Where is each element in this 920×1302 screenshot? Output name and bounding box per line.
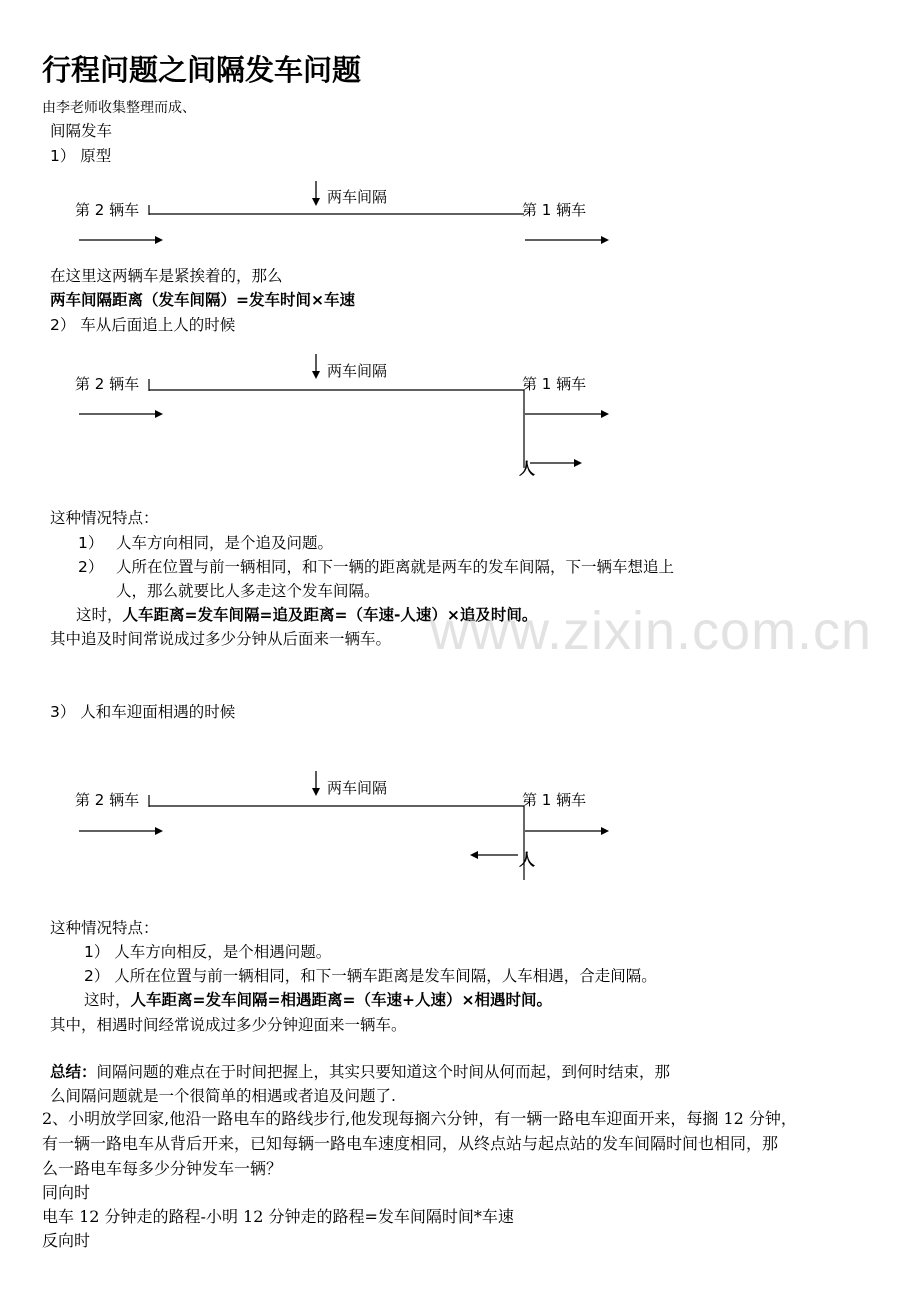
car-1-label: 第 1 辆车 [522, 201, 587, 219]
catch-up-intro: 这种情况特点： [50, 509, 159, 527]
diagram-prototype [0, 175, 920, 255]
car-2-arrowhead [155, 236, 163, 244]
car-1-arrowhead [601, 827, 609, 835]
problem-line-1: 2、小明放学回家,他沿一路电车的路线步行,他发现每搁六分钟，有一辆一路电车迎面开来，每搁 12 分钟， [42, 1109, 797, 1128]
same-direction-heading: 同向时 [42, 1183, 91, 1202]
car-1-arrowhead [601, 236, 609, 244]
person-label: 人 [519, 459, 536, 478]
catch-up-point-2-line-1: 人所在位置与前一辆相同，和下一辆的距离就是两车的发车间隔，下一辆车想追上 [116, 558, 675, 576]
diagram-catch-up [0, 350, 920, 490]
car-2-arrowhead [155, 827, 163, 835]
gap-label: 两车间隔 [327, 779, 388, 797]
car-1-label: 第 1 辆车 [522, 791, 587, 809]
catch-up-formula: 人车距离=发车间隔=追及距离=（车速-人速）×追及时间。 [122, 606, 538, 624]
gap-label: 两车间隔 [327, 188, 388, 206]
person-label: 人 [519, 850, 536, 869]
summary-line-1 [50, 1065, 670, 1081]
car-2-label: 第 2 辆车 [75, 791, 140, 809]
catch-up-point-1: 人车方向相同，是个追及问题。 [116, 534, 334, 552]
meeting-formula-prefix: 这时， [84, 991, 131, 1009]
section-heading: 间隔发车 [50, 122, 113, 140]
meeting-note: 其中，相遇时间经常说成过多少分钟迎面来一辆车。 [50, 1016, 407, 1034]
opposite-direction-heading: 反向时 [42, 1231, 91, 1250]
person-arrowhead [574, 459, 582, 467]
gap-label: 两车间隔 [327, 362, 388, 380]
problem-line-3: 么一路电车每多少分钟发车一辆？ [42, 1159, 283, 1178]
meeting-point-1: 1） 人车方向相反，是个相遇问题。 [84, 943, 332, 961]
gap-marker-arrowhead [312, 198, 320, 206]
meeting-point-2: 2） 人所在位置与前一辆相同，和下一辆车距离是发车间隔，人车相遇，合走间隔。 [84, 967, 657, 985]
catch-up-point-2-number: 2） [78, 558, 104, 576]
catch-up-formula-prefix: 这时， [76, 606, 123, 624]
gap-marker-arrowhead [312, 371, 320, 379]
meeting-intro: 这种情况特点： [50, 919, 159, 937]
summary-text-1: 间隔问题的难点在于时间把握上，其实只要知道这个时间从何而起，到何时结束，那 [96, 1063, 671, 1081]
car-1-arrowhead [601, 410, 609, 418]
section-2-label: 2） 车从后面追上人的时候 [50, 316, 236, 334]
car-1-label: 第 1 辆车 [522, 375, 587, 393]
prototype-formula: 两车间隔距离（发车间隔）=发车时间×车速 [50, 291, 355, 309]
problem-line-2: 有一辆一路电车从背后开来，已知每辆一路电车速度相同，从终点站与起点站的发车间隔时间也相同，那 [42, 1134, 779, 1153]
car-2-arrowhead [155, 410, 163, 418]
meeting-formula: 人车距离=发车间隔=相遇距离=（车速+人速）×相遇时间。 [130, 991, 552, 1009]
catch-up-point-1-number: 1） [78, 534, 104, 552]
watermark: www.zixin.com.cn [430, 601, 873, 661]
prototype-note: 在这里这两辆车是紧挨着的，那么 [50, 267, 283, 285]
section-1-label: 1） 原型 [50, 147, 112, 165]
car-2-label: 第 2 辆车 [75, 375, 140, 393]
diagram-meeting [0, 765, 920, 885]
gap-marker-arrowhead [312, 788, 320, 796]
page-title: 行程问题之间隔发车问题 [42, 53, 362, 87]
person-arrowhead [470, 851, 478, 859]
catch-up-point-2-line-2: 人，那么就要比人多走这个发车间隔。 [116, 582, 380, 600]
summary-label: 总结： [50, 1063, 97, 1081]
summary-line-2: 么间隔问题就是一个很简单的相遇或者追及问题了. [50, 1087, 396, 1105]
catch-up-note: 其中追及时间常说成过多少分钟从后面来一辆车。 [50, 630, 392, 648]
same-direction-equation: 电车 12 分钟走的路程-小明 12 分钟走的路程=发车间隔时间*车速 [42, 1207, 514, 1226]
car-2-label: 第 2 辆车 [75, 201, 140, 219]
section-3-label: 3） 人和车迎面相遇的时候 [50, 703, 236, 721]
meeting-formula-line [84, 993, 552, 1009]
subtitle: 由李老师收集整理而成、 [42, 100, 196, 116]
